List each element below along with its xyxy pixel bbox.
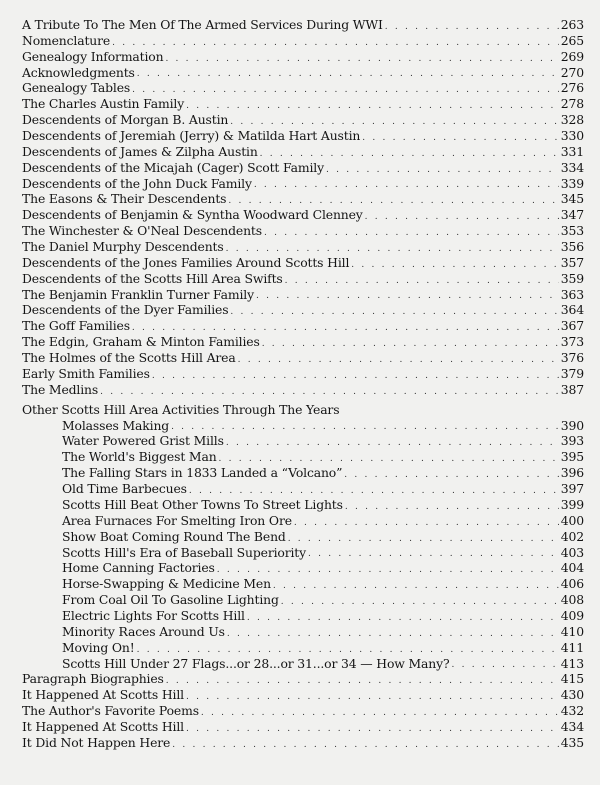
toc-page-number: 387 <box>560 381 584 397</box>
toc-page-number: 393 <box>560 433 584 449</box>
toc-page-number: 379 <box>560 365 584 381</box>
dot-leader <box>451 659 558 671</box>
toc-sub-entry[interactable] <box>22 560 584 576</box>
toc-entry[interactable] <box>22 302 584 318</box>
toc-page-number: 339 <box>560 175 584 191</box>
toc-entry-title: Descendents of Jeremiah (Jerry) & Matilda Hart Austin <box>22 128 361 144</box>
dot-leader <box>362 132 559 144</box>
dot-leader <box>201 707 559 719</box>
dot-leader <box>152 370 559 382</box>
toc-page-number: 395 <box>560 449 584 465</box>
toc-entry-title: The Medlins <box>22 381 99 397</box>
toc-page-number: 406 <box>560 576 584 592</box>
toc-page-number: 373 <box>560 334 584 350</box>
toc-entry-title: The Charles Austin Family <box>22 96 185 112</box>
toc-entry-title: The Benjamin Franklin Turner Family <box>22 286 254 302</box>
toc-page-number: 432 <box>560 703 584 719</box>
dot-leader <box>132 322 559 334</box>
toc-page-number: 410 <box>560 623 584 639</box>
toc-entry-title: Genealogy Information <box>22 48 164 64</box>
toc-page-number: 265 <box>560 32 584 48</box>
toc-sub-entry[interactable] <box>22 624 584 640</box>
toc-sub-entry[interactable] <box>22 592 584 608</box>
toc-sub-entry[interactable] <box>22 449 584 465</box>
toc-entry-title: From Coal Oil To Gasoline Lighting <box>62 592 279 608</box>
toc-entry[interactable] <box>22 255 584 271</box>
toc-entry[interactable] <box>22 287 584 303</box>
toc-page-number: 413 <box>560 655 584 671</box>
dot-leader <box>186 723 559 735</box>
toc-entry[interactable] <box>22 271 584 287</box>
toc-entry[interactable] <box>22 191 584 207</box>
dot-leader <box>165 53 558 65</box>
toc-sub-entry[interactable] <box>22 608 584 624</box>
toc-entry[interactable] <box>22 239 584 255</box>
toc-sub-entry[interactable] <box>22 545 584 561</box>
dot-leader <box>228 195 558 207</box>
dot-leader <box>226 243 559 255</box>
dot-leader <box>166 675 559 687</box>
toc-entry[interactable] <box>22 318 584 334</box>
toc-sub-entry[interactable] <box>22 529 584 545</box>
toc-entry-title: Water Powered Grist Mills <box>62 433 224 449</box>
toc-page-number: 331 <box>560 143 584 159</box>
toc-page-number: 357 <box>560 254 584 270</box>
toc-entry[interactable] <box>22 144 584 160</box>
dot-leader <box>281 596 559 608</box>
toc-sub-entry[interactable] <box>22 640 584 656</box>
toc-entry-title: Old Time Barbecues <box>62 481 187 497</box>
toc-entry-title: Moving On! <box>62 639 135 655</box>
dot-leader <box>186 691 559 703</box>
toc-entry-title: Descendents of the John Duck Family <box>22 175 252 191</box>
toc-page-number: 345 <box>560 191 584 207</box>
toc-sub-entry[interactable] <box>22 656 584 672</box>
toc-entry-title: Scotts Hill Under 27 Flags...or 28...or 31...or 34 — How Many? <box>62 655 450 671</box>
toc-entry[interactable] <box>22 112 584 128</box>
dot-leader <box>273 580 559 592</box>
dot-leader <box>351 259 559 271</box>
toc-entry-title: The World's Biggest Man <box>62 449 217 465</box>
toc-page-number: 334 <box>560 159 584 175</box>
toc-entry[interactable] <box>22 703 584 719</box>
toc-entry-title: Electric Lights For Scotts Hill <box>62 607 245 623</box>
toc-entry[interactable] <box>22 735 584 751</box>
toc-entry[interactable] <box>22 49 584 65</box>
toc-page-number: 409 <box>560 607 584 623</box>
toc-entry-title: The Holmes of the Scotts Hill Area <box>22 350 236 366</box>
toc-entry[interactable] <box>22 207 584 223</box>
toc-section-heading <box>22 398 584 418</box>
dot-leader <box>137 644 559 656</box>
toc-page-number: 278 <box>560 96 584 112</box>
dot-leader <box>247 612 559 624</box>
toc-page-number: 397 <box>560 481 584 497</box>
toc-page-number: 411 <box>560 639 584 655</box>
toc-entry-title: Early Smith Families <box>22 365 150 381</box>
toc-entry-title: The Goff Families <box>22 318 130 334</box>
dot-leader <box>112 37 559 49</box>
toc-entry[interactable] <box>22 350 584 366</box>
toc-page-number: 408 <box>560 592 584 608</box>
toc-entry-title: The Falling Stars in 1833 Landed a “Volcano” <box>62 465 343 481</box>
toc-entry-title: It Happened At Scotts Hill <box>22 718 184 734</box>
toc-sub-entry[interactable] <box>22 465 584 481</box>
toc-entry-title: Paragraph Biographies <box>22 671 164 687</box>
toc-page-number: 328 <box>560 112 584 128</box>
toc-entry-title: Descendents of the Micajah (Cager) Scott Family <box>22 159 324 175</box>
toc-page-number: 364 <box>560 302 584 318</box>
dot-leader <box>230 306 558 318</box>
toc-page-number: 330 <box>560 128 584 144</box>
toc-entry-title: The Daniel Murphy Descendents <box>22 239 224 255</box>
dot-leader <box>171 421 559 433</box>
dot-leader <box>189 485 559 497</box>
toc-sub-entry[interactable] <box>22 481 584 497</box>
toc-entry[interactable] <box>22 80 584 96</box>
toc-entry[interactable] <box>22 687 584 703</box>
toc-entry-title: Descendents of the Dyer Families <box>22 302 229 318</box>
toc-page-number: 430 <box>560 687 584 703</box>
toc-sub-entry[interactable] <box>22 513 584 529</box>
dot-leader <box>288 533 559 545</box>
dot-leader <box>294 517 559 529</box>
toc-page-number: 404 <box>560 560 584 576</box>
toc-entry-title: Home Canning Factories <box>62 560 215 576</box>
dot-leader <box>260 148 559 160</box>
toc-entry[interactable] <box>22 382 584 398</box>
toc-entry[interactable] <box>22 65 584 81</box>
dot-leader <box>186 100 559 112</box>
dot-leader <box>264 227 559 239</box>
toc-page-number: 396 <box>560 465 584 481</box>
dot-leader <box>230 116 559 128</box>
toc-entry-title: The Easons & Their Descendents <box>22 191 227 207</box>
toc-entry-title: Genealogy Tables <box>22 80 131 96</box>
dot-leader <box>227 628 559 640</box>
toc-entry-title: Area Furnaces For Smelting Iron Ore <box>62 512 292 528</box>
toc-entry-title: Scotts Hill's Era of Baseball Superiority <box>62 544 306 560</box>
toc-entry[interactable] <box>22 17 584 33</box>
toc-entry[interactable] <box>22 128 584 144</box>
toc-sub-entry[interactable] <box>22 418 584 434</box>
dot-leader <box>100 386 559 398</box>
toc-page-number: 347 <box>560 207 584 223</box>
toc-page-number: 367 <box>560 318 584 334</box>
dot-leader <box>226 437 559 449</box>
toc-page-number: 435 <box>560 734 584 750</box>
dot-leader <box>345 501 559 513</box>
toc-entry-title: It Happened At Scotts Hill <box>22 687 184 703</box>
toc-page-number: 399 <box>560 496 584 512</box>
toc-sub-entry[interactable] <box>22 576 584 592</box>
dot-leader <box>219 453 559 465</box>
toc-page-number: 402 <box>560 528 584 544</box>
toc-sub-entry[interactable] <box>22 433 584 449</box>
table-of-contents <box>22 17 584 751</box>
dot-leader <box>254 179 559 191</box>
toc-entry[interactable] <box>22 366 584 382</box>
toc-entry[interactable] <box>22 719 584 735</box>
toc-page-number: 390 <box>560 417 584 433</box>
toc-page-number: 400 <box>560 512 584 528</box>
toc-entry[interactable] <box>22 223 584 239</box>
toc-entry-title: Show Boat Coming Round The Bend <box>62 528 286 544</box>
toc-entry-title: Descendents of Morgan B. Austin <box>22 112 229 128</box>
toc-entry-title: Descendents of the Scotts Hill Area Swifts <box>22 270 283 286</box>
toc-entry-title: Descendents of the Jones Families Around Scotts Hill <box>22 254 350 270</box>
toc-page-number: 276 <box>560 80 584 96</box>
toc-entry-title: Acknowledgments <box>22 64 135 80</box>
toc-entry-title: Minority Races Around Us <box>62 623 225 639</box>
dot-leader <box>385 21 559 33</box>
dot-leader <box>238 354 559 366</box>
toc-entry[interactable] <box>22 176 584 192</box>
toc-page-number: 353 <box>560 223 584 239</box>
dot-leader <box>326 164 559 176</box>
dot-leader <box>132 84 559 96</box>
toc-entry-title: It Did Not Happen Here <box>22 734 171 750</box>
toc-entry[interactable] <box>22 160 584 176</box>
toc-page-number: 415 <box>560 671 584 687</box>
dot-leader <box>262 338 559 350</box>
toc-entry[interactable] <box>22 671 584 687</box>
toc-entry[interactable] <box>22 334 584 350</box>
toc-entry-title: Nomenclature <box>22 32 111 48</box>
toc-page-number: 434 <box>560 718 584 734</box>
toc-page-number: 269 <box>560 48 584 64</box>
toc-page-number: 363 <box>560 286 584 302</box>
toc-page-number: 376 <box>560 350 584 366</box>
toc-entry-title: Horse-Swapping & Medicine Men <box>62 576 271 592</box>
dot-leader <box>344 469 559 481</box>
toc-page-number: 263 <box>560 17 584 32</box>
toc-sub-entry[interactable] <box>22 497 584 513</box>
toc-section-heading-text: Other Scotts Hill Area Activities Through The Years <box>22 401 340 417</box>
toc-page-number: 356 <box>560 239 584 255</box>
toc-page-number: 270 <box>560 64 584 80</box>
dot-leader <box>285 275 559 287</box>
toc-entry-title: Descendents of James & Zilpha Austin <box>22 143 258 159</box>
toc-entry-title: A Tribute To The Men Of The Armed Services During WWI <box>22 17 383 32</box>
toc-entry-title: Scotts Hill Beat Other Towns To Street Lights <box>62 496 343 512</box>
dot-leader <box>365 211 559 223</box>
dot-leader <box>137 68 559 80</box>
toc-entry-title: Descendents of Benjamin & Syntha Woodward Clenney <box>22 207 363 223</box>
toc-page-number: 359 <box>560 270 584 286</box>
toc-entry-title: The Edgin, Graham & Minton Families <box>22 334 260 350</box>
toc-entry[interactable] <box>22 33 584 49</box>
toc-entry[interactable] <box>22 96 584 112</box>
dot-leader <box>217 564 559 576</box>
dot-leader <box>172 739 559 751</box>
toc-entry-title: The Author's Favorite Poems <box>22 703 199 719</box>
dot-leader <box>256 290 559 302</box>
toc-entry-title: Molasses Making <box>62 417 170 433</box>
dot-leader <box>308 548 559 560</box>
toc-entry-title: The Winchester & O'Neal Descendents <box>22 223 262 239</box>
toc-page-number: 403 <box>560 544 584 560</box>
